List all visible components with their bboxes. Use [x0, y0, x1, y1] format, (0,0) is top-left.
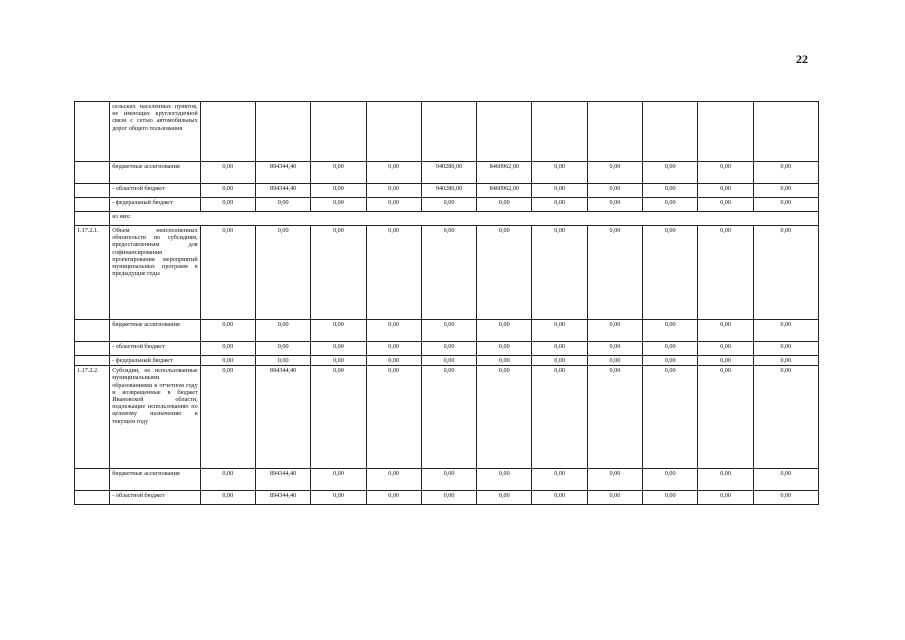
value-cell: 0,00 [698, 184, 753, 198]
row-description: - областной бюджет [110, 491, 200, 505]
value-cell: 0,00 [421, 491, 476, 505]
value-cell: 0,00 [200, 184, 255, 198]
value-cell: 0,00 [532, 162, 587, 184]
value-cell: 0,00 [200, 491, 255, 505]
row-description: Субсидии, не использованные муниципальными образованиями в отчетном году и возвращенные в бюджет Ивановской области, подлежащие использованию по целевому назначению в текущем году [110, 366, 200, 469]
value-cell: 0,00 [477, 320, 532, 342]
table-row [75, 469, 819, 491]
value-cell: 0,00 [587, 226, 642, 320]
value-cell: 0,00 [698, 356, 753, 366]
value-cell: 0,00 [477, 226, 532, 320]
value-cell: 0,00 [643, 162, 698, 184]
value-cell: 0,00 [587, 184, 642, 198]
table-row [75, 320, 819, 342]
value-cell: 0,00 [698, 320, 753, 342]
row-code [75, 198, 110, 212]
value-cell: 0,00 [532, 342, 587, 356]
value-cell: 894344,40 [255, 469, 310, 491]
value-cell: 0,00 [643, 356, 698, 366]
table-row [75, 342, 819, 356]
value-cell: 0,00 [532, 366, 587, 469]
table-row [75, 184, 819, 198]
value-cell: 0,00 [200, 366, 255, 469]
budget-table [74, 101, 819, 505]
budget-table-body [75, 102, 819, 505]
row-code [75, 212, 110, 226]
value-cell: 894344,40 [255, 491, 310, 505]
value-cell: 0,00 [587, 366, 642, 469]
row-description: сельских населенных пунктов, не имеющих круглогодичной связи с сетью автомобильных дорог общего пользования [110, 102, 200, 162]
row-description: - областной бюджет [110, 342, 200, 356]
value-cell: 0,00 [200, 469, 255, 491]
value-cell: 0,00 [587, 162, 642, 184]
value-cell [643, 102, 698, 162]
value-cell: 0,00 [532, 356, 587, 366]
value-cell: 0,00 [366, 320, 421, 342]
value-cell: 0,00 [311, 366, 366, 469]
value-cell: 0,00 [311, 356, 366, 366]
value-cell: 0,00 [477, 342, 532, 356]
value-cell: 0,00 [698, 342, 753, 356]
value-cell: 0,00 [477, 356, 532, 366]
value-cell: 0,00 [753, 366, 818, 469]
value-cell: 0,00 [698, 162, 753, 184]
value-cell: 0,00 [311, 226, 366, 320]
value-cell: 0,00 [200, 226, 255, 320]
row-code [75, 320, 110, 342]
value-cell: 0,00 [587, 320, 642, 342]
value-cell: 0,00 [753, 198, 818, 212]
value-cell [200, 102, 255, 162]
value-cell: 0,00 [477, 469, 532, 491]
value-cell: 0,00 [753, 320, 818, 342]
value-cell: 0,00 [311, 184, 366, 198]
value-cell: 0,00 [366, 184, 421, 198]
value-cell: 0,00 [477, 366, 532, 469]
value-cell: 0,00 [698, 469, 753, 491]
value-cell: 0,00 [311, 342, 366, 356]
value-cell: 0,00 [532, 491, 587, 505]
value-cell: 0,00 [311, 491, 366, 505]
value-cell: 0,00 [200, 198, 255, 212]
value-cell: 0,00 [753, 469, 818, 491]
row-code [75, 491, 110, 505]
row-code [75, 356, 110, 366]
row-code: 1.17.2.2. [75, 366, 110, 469]
value-cell: 0,00 [421, 366, 476, 469]
value-cell [698, 102, 753, 162]
value-cell: 8460962,00 [477, 162, 532, 184]
value-cell [753, 102, 818, 162]
value-cell: 0,00 [200, 162, 255, 184]
row-description: бюджетные ассигнования [110, 469, 200, 491]
value-cell: 0,00 [477, 198, 532, 212]
value-cell [477, 102, 532, 162]
value-cell: 0,00 [587, 342, 642, 356]
value-cell: 0,00 [255, 342, 310, 356]
value-cell [311, 102, 366, 162]
value-cell: 0,00 [587, 491, 642, 505]
value-cell: 0,00 [698, 198, 753, 212]
value-cell: 0,00 [311, 469, 366, 491]
value-cell: 0,00 [643, 491, 698, 505]
table-row [75, 226, 819, 320]
table-row [75, 356, 819, 366]
value-cell: 0,00 [643, 366, 698, 469]
table-row [75, 198, 819, 212]
value-cell: 0,00 [366, 356, 421, 366]
value-cell: 0,00 [200, 320, 255, 342]
row-code: 1.17.2.1. [75, 226, 110, 320]
row-code [75, 102, 110, 162]
value-cell: 0,00 [753, 184, 818, 198]
value-cell: 0,00 [587, 469, 642, 491]
value-cell: 0,00 [753, 356, 818, 366]
value-cell: 0,00 [532, 198, 587, 212]
row-description: - федеральный бюджет [110, 356, 200, 366]
value-cell: 0,00 [698, 226, 753, 320]
value-cell: 0,00 [753, 162, 818, 184]
value-cell: 0,00 [587, 198, 642, 212]
table-row [75, 491, 819, 505]
value-cell: 0,00 [311, 162, 366, 184]
value-cell: 0,00 [421, 226, 476, 320]
value-cell: 8460962,00 [477, 184, 532, 198]
value-cell: 0,00 [477, 491, 532, 505]
value-cell: 0,00 [698, 491, 753, 505]
value-cell: 0,00 [643, 198, 698, 212]
value-cell: 0,00 [366, 342, 421, 356]
value-cell: 894344,40 [255, 366, 310, 469]
row-code [75, 469, 110, 491]
table-row [75, 102, 819, 162]
value-cell: 0,00 [200, 356, 255, 366]
value-cell: 940280,00 [421, 162, 476, 184]
row-description: бюджетные ассигнования [110, 320, 200, 342]
value-cell: 0,00 [753, 342, 818, 356]
value-cell: 0,00 [311, 320, 366, 342]
value-cell: 0,00 [366, 469, 421, 491]
value-cell: 0,00 [366, 226, 421, 320]
table-row [75, 212, 819, 226]
value-cell: 0,00 [421, 342, 476, 356]
value-cell: 0,00 [421, 356, 476, 366]
value-cell: 940280,00 [421, 184, 476, 198]
value-cell [366, 102, 421, 162]
value-cell: 0,00 [421, 320, 476, 342]
value-cell: 0,00 [643, 469, 698, 491]
row-code [75, 184, 110, 198]
row-description: - областной бюджет [110, 184, 200, 198]
table-row [75, 162, 819, 184]
value-cell: 0,00 [311, 198, 366, 212]
value-cell: 0,00 [643, 342, 698, 356]
value-cell [587, 102, 642, 162]
value-cell: 0,00 [366, 491, 421, 505]
value-cell: 0,00 [643, 320, 698, 342]
value-cell: 0,00 [255, 226, 310, 320]
row-subheading: из них: [110, 212, 819, 226]
row-description: - федеральный бюджет [110, 198, 200, 212]
value-cell [255, 102, 310, 162]
value-cell: 0,00 [421, 198, 476, 212]
value-cell: 0,00 [200, 342, 255, 356]
value-cell: 0,00 [532, 226, 587, 320]
value-cell: 0,00 [532, 469, 587, 491]
value-cell: 0,00 [366, 198, 421, 212]
value-cell: 0,00 [255, 320, 310, 342]
value-cell: 0,00 [698, 366, 753, 469]
value-cell: 0,00 [255, 198, 310, 212]
value-cell: 894344,40 [255, 184, 310, 198]
value-cell: 0,00 [532, 184, 587, 198]
value-cell: 0,00 [366, 366, 421, 469]
row-description: Объем неисполненных обязательств по субсидиям, предоставленным для софинансирования проектирования мероприятий муниципальных программ в предыдущие годы [110, 226, 200, 320]
value-cell: 0,00 [753, 491, 818, 505]
value-cell: 0,00 [255, 356, 310, 366]
value-cell: 0,00 [753, 226, 818, 320]
value-cell [532, 102, 587, 162]
value-cell: 0,00 [643, 184, 698, 198]
value-cell: 0,00 [532, 320, 587, 342]
value-cell: 0,00 [587, 356, 642, 366]
row-code [75, 162, 110, 184]
row-description: бюджетные ассигнования [110, 162, 200, 184]
table-row [75, 366, 819, 469]
value-cell: 0,00 [366, 162, 421, 184]
value-cell: 0,00 [421, 469, 476, 491]
value-cell [421, 102, 476, 162]
page-number: 22 [796, 52, 808, 66]
value-cell: 0,00 [643, 226, 698, 320]
row-code [75, 342, 110, 356]
value-cell: 894344,40 [255, 162, 310, 184]
